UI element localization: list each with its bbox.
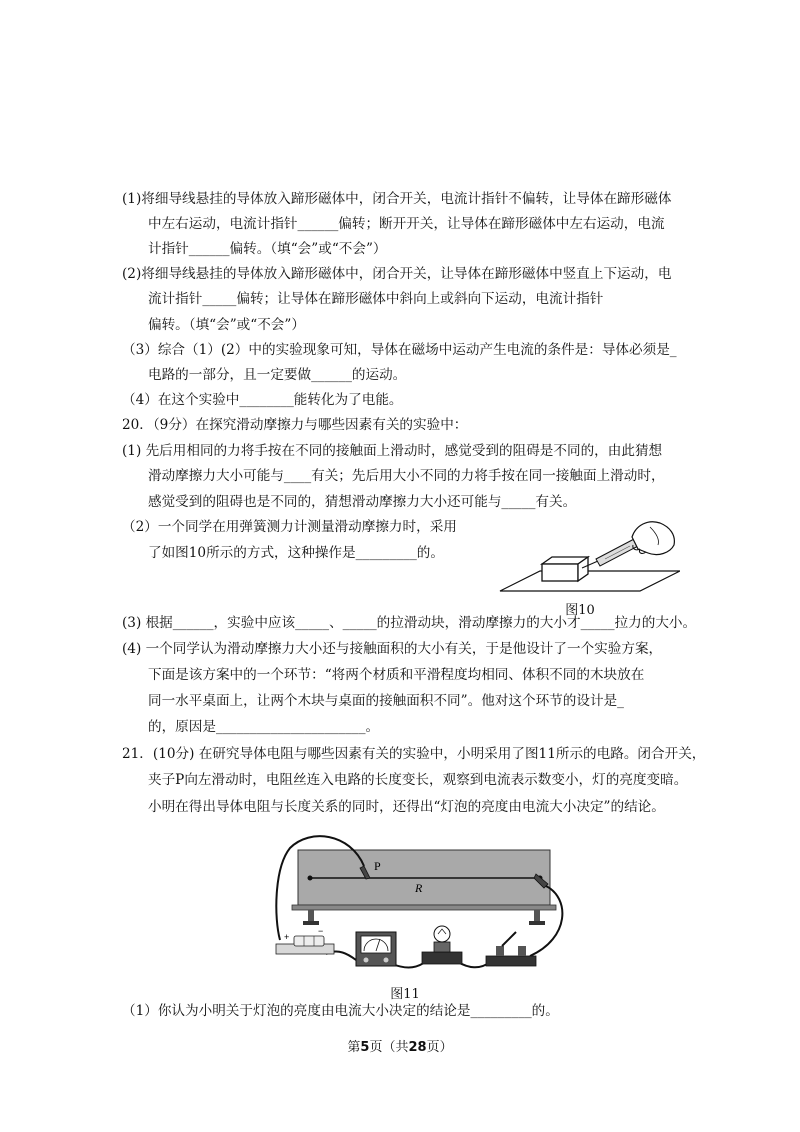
q20-1-line3: 感觉受到的阻碍也是不同的，猜想滑动摩擦力大小还可能与_____有关。 [148,494,577,510]
q21-heading: 21．(10分) 在研究导体电阻与哪些因素有关的实验中，小明采用了图11所示的电路。闭合开关， [122,746,706,762]
wooden-block [542,557,588,581]
battery-minus: − [318,926,324,936]
wire-label: R [415,881,423,895]
figure-10-caption: 图10 [565,603,595,618]
q20-4-line3: 同一水平桌面上，让两个木块与桌面的接触面积不同”。他对这个环节的设计是_ [148,693,624,709]
battery [276,926,334,954]
q20-2-line2: 了如图10所示的方式，这种操作是_________的。 [148,545,444,561]
q19-2-line3: 偏转。（填“会”或“不会”） [148,317,305,333]
q20-4-line2: 下面是该方案中的一个环节：“将两个材质和平滑程度均相同、体积不同的木块放在 [148,667,645,683]
q20-2-line1: （2）一个同学在用弹簧测力计测量滑动摩擦力时，采用 [122,519,457,535]
q19-1-line1: (1)将细导线悬挂的导体放入蹄形磁体中，闭合开关，电流计指针不偏转，让导体在蹄形磁体 [122,191,672,207]
q21-line2: 夹子P向左滑动时，电阻丝连入电路的长度变长，观察到电流表示数变小，灯的亮度变暗。 [148,772,688,788]
q19-1-line3: 计指针______偏转。（填“会”或“不会”） [148,241,387,257]
q20-heading: 20．（9分）在探究滑动摩擦力与哪些因素有关的实验中： [122,417,468,433]
q19-2-line2: 流计指针_____偏转；让导体在蹄形磁体中斜向上或斜向下运动，电流计指针 [148,291,604,307]
spring-scale [582,538,640,568]
page-footer [0,1036,800,1055]
footer-suffix: 页） [426,1040,453,1055]
q21-line3: 小明在得出导体电阻与长度关系的同时，还得出“灯泡的亮度由电流大小决定”的结论。 [148,799,665,815]
figure-10 [490,515,680,595]
q20-4-line1: (4) 一个同学认为滑动摩擦力大小还与接触面积的大小有关，于是他设计了一个实验方案， [122,641,663,657]
q19-3-line2: 电路的一部分，且一定要做______的运动。 [148,367,407,383]
q19-2-line1: (2)将细导线悬挂的导体放入蹄形磁体中，闭合开关，让导体在蹄形磁体中竖直上下运动，电 [122,266,672,282]
table-surface [500,571,680,591]
q19-3-line1: （3）综合（1）(2）中的实验现象可知，导体在磁场中运动产生电流的条件是：导体必须是_ [122,342,677,358]
footer-prefix: 第 [347,1040,361,1055]
figure-11 [270,828,580,978]
light-bulb [422,926,462,964]
ammeter [356,932,396,966]
total-pages: 28 [408,1040,427,1055]
q20-1-line2: 滑动摩擦力大小可能与____有关；先后用大小不同的力将手按在同一接触面上滑动时， [148,468,665,484]
board-legs [303,910,545,925]
q21-1-line1: （1）你认为小明关于灯泡的亮度由电流大小决定的结论是_________的。 [122,1003,559,1019]
q20-4-line4: 的，原因是______________________。 [148,719,380,735]
q20-3-line1: (3) 根据______，实验中应该_____、_____的拉滑动块，滑动摩擦力的大小才_____拉力的大小。 [122,615,697,631]
footer-mid: 页（共 [369,1040,409,1055]
hand-icon [632,522,674,555]
page-number: 5 [360,1040,370,1055]
q19-1-line2: 中左右运动，电流计指针______偏转；断开开关，让导体在蹄形磁体中左右运动，电流 [148,216,665,232]
q19-4-line1: （4）在这个实验中________能转化为了电能。 [122,392,403,408]
figure-11-caption: 图11 [390,987,420,1002]
battery-plus: + [284,932,290,942]
q20-1-line1: (1) 先后用相同的力将手按在不同的接触面上滑动时，感觉受到的阻碍是不同的，由此猜想 [122,443,663,459]
clip-label: P [374,859,381,873]
switch [486,932,536,966]
